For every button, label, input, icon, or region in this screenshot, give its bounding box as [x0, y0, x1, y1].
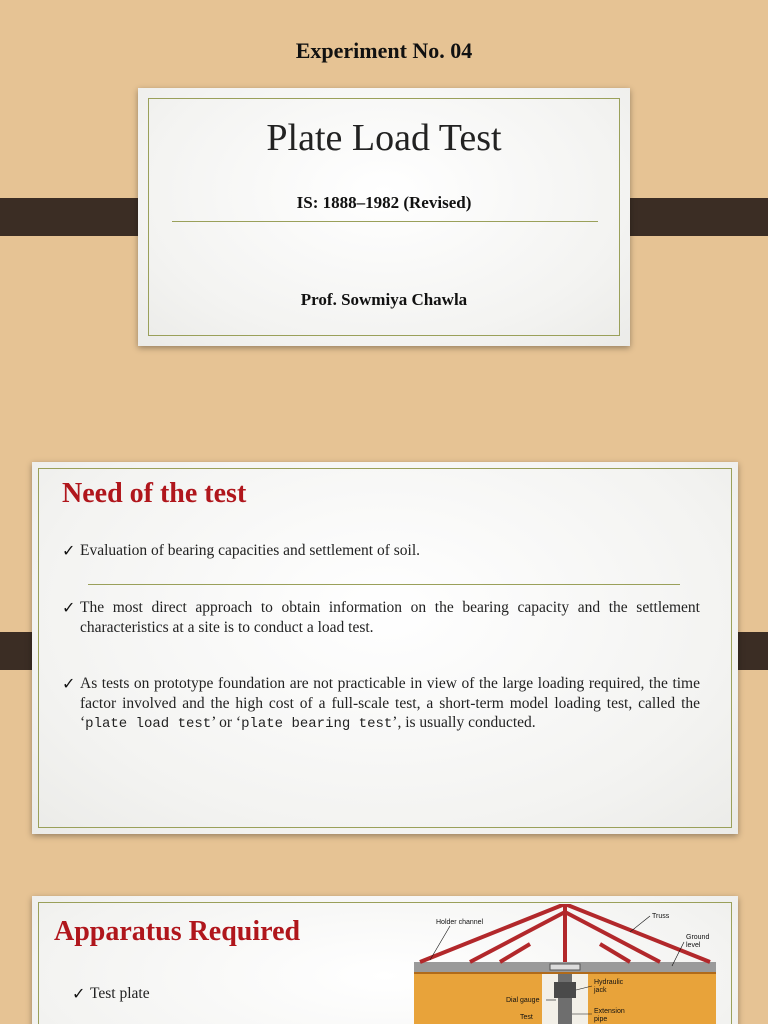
check-icon: ✓	[62, 674, 76, 693]
bullet-text: As tests on prototype foundation are not practicable in view of the large loading required, the time factor involved and the high cost of a full-scale test, a short-term model loading test, called the ‘plate load test’ or ‘plate bearing test’, is usually conducted.	[80, 675, 700, 732]
jack-head	[550, 964, 580, 970]
standard-reference: IS: 1888–1982 (Revised)	[296, 193, 472, 212]
bullet-text: Evaluation of bearing capacities and settlement of soil.	[80, 542, 421, 559]
label-pipe-1: Extension	[594, 1008, 625, 1015]
left-band	[0, 198, 156, 236]
plate-load-diagram	[410, 904, 720, 1024]
term-plate-load-test: plate load test	[85, 716, 212, 732]
label-ground-1: Ground	[686, 934, 710, 941]
author-name: Prof. Sowmiya Chawla	[300, 290, 468, 309]
apparatus-card	[32, 896, 738, 1024]
label-jack-1: Hydraulic	[594, 979, 624, 986]
title-divider	[172, 221, 598, 222]
bullet-divider	[88, 584, 680, 585]
section-heading: Apparatus Required	[54, 916, 301, 947]
check-icon: ✓	[62, 598, 76, 617]
bullet-text: The most direct approach to obtain information on the bearing capacity and the settlement characteristics at a site is to conduct a load test.	[80, 599, 700, 636]
need-card	[32, 462, 738, 834]
bullet-text-main: As tests on prototype foundation are not practicable in view of the large loading required, the time factor involved and the high cost of a full-scale test, a short-term model loading test, called the	[80, 675, 700, 712]
section-heading: Need of the test	[62, 478, 247, 509]
apparatus-slide	[0, 864, 768, 1024]
check-icon: ✓	[62, 541, 76, 560]
label-holder-channel: Holder channel	[436, 919, 484, 926]
label-dial-gauge: Dial gauge	[506, 997, 540, 1004]
label-test: Test	[520, 1014, 533, 1021]
bullet-text-or: or	[219, 714, 233, 731]
need-slide	[0, 432, 768, 864]
need-card-frame	[38, 468, 732, 828]
label-pipe-2: pipe	[594, 1016, 608, 1023]
label-ground-2: level	[686, 942, 701, 949]
term-plate-bearing-test: plate bearing test	[241, 716, 393, 732]
extension-pipe	[558, 974, 572, 1024]
title-slide	[0, 0, 768, 432]
page-title: Plate Load Test	[266, 117, 502, 159]
bullet-text: Test plate	[90, 985, 150, 1002]
bullet-text-end: , is usually conducted.	[397, 714, 536, 731]
check-icon: ✓	[72, 984, 86, 1003]
hydraulic-jack	[554, 982, 576, 998]
experiment-number: Experiment No. 04	[295, 38, 473, 63]
label-truss: Truss	[652, 913, 670, 920]
title-card	[138, 88, 630, 346]
label-jack-2: jack	[594, 987, 607, 994]
right-band	[612, 198, 768, 236]
